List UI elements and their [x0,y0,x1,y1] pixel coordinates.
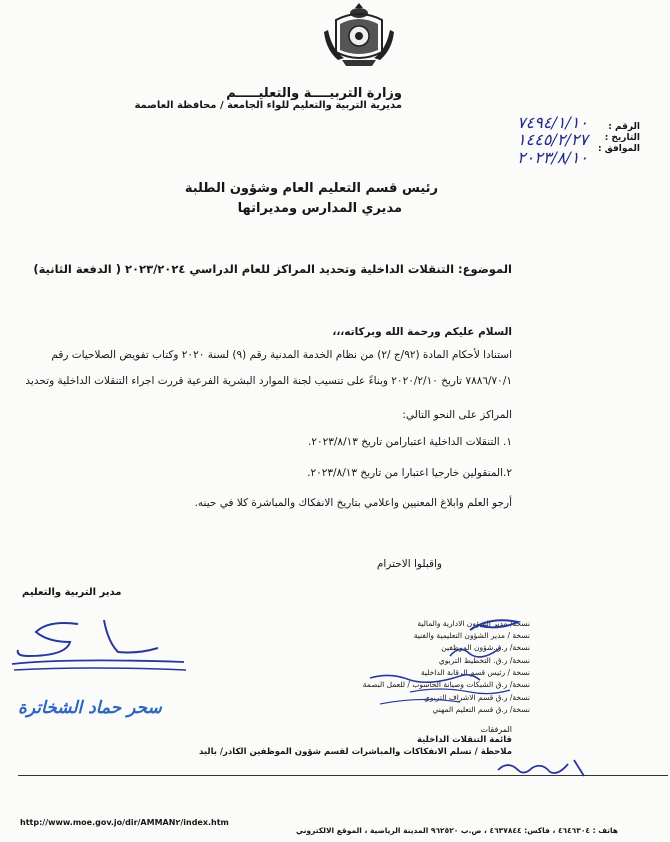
body-line-1: استنادا لأحكام المادة (٩٢/ج /٢) من نظام الخدمة المدنية رقم (٩) لسنة ٢٠٢٠ وكتاب تفويض الصلاحيات رقم [51,349,512,361]
copy-recipient: نسخة/ ر.ق قسم الاشراف التربوي [423,693,530,702]
copy-recipient: نسخة/ ر.ق الشبكات وصيانة الحاسوب / للعمل البصمة [362,680,530,689]
attachments-label: المرفقات [480,725,512,734]
handwritten-gregorian-date: ٢٠٢٣/٨/١٠ [517,148,588,167]
copy-recipient: نسخة/ مدير الشؤون الادارية والمالية [417,619,530,628]
greeting: السلام عليكم ورحمة الله وبركاته،،، [332,326,512,338]
handwritten-signature [8,612,188,682]
signatory-name: سحر حماد الشخاترة [18,698,162,718]
body-line-2: ٧٨٨٦/٧٠/١ تاريخ ٢٠٢٠/٢/١٠ وبناءً على تنسيب لجنة الموارد البشرية الفرعية قررت اجراء التنقلات الداخلية وتحديد [25,375,512,387]
footer-divider [18,775,668,776]
handwritten-ref-number: ٧٤٩٤/١/١٠ [517,113,588,132]
addressee-line-2: مديري المدارس ومديراتها [237,201,402,216]
copy-recipient: نسخة/ ر.ق. التخطيط التربوي [438,656,530,665]
copy-recipient: نسخة/ ر.ق.شؤون الموظفين [441,643,530,652]
copy-recipient: نسخة / مدير الشؤون التعليمية والفنية [413,631,530,640]
list-item-1: ١. التنقلات الداخلية اعتبارامن تاريخ ٢٠٢٣/٨/١٣. [307,436,512,448]
handwritten-initials [488,756,598,780]
corresponding-date-label: الموافق : [598,144,640,154]
addressee-line-1: رئيس قسم التعليم العام وشؤون الطلبة [184,181,438,196]
jordan-coat-of-arms-icon [318,0,400,68]
copy-recipient: نسخة / رئيس قسم الرقابة الداخلية [420,668,530,677]
handwritten-hijri-date: ١٤٤٥/٢/٢٧ [517,130,588,149]
closing-line: واقبلوا الاحترام [376,558,442,570]
ref-number-label: الرقم : [608,122,640,132]
body-line-3: المراكز على النحو التالي: [402,409,512,421]
attachment-item: قائمة التنقلات الداخلية [416,735,512,745]
directorate-name: مديرية التربية والتعليم للواء الجامعة / محافظة العاصمة [134,100,402,111]
signatory-title: مدير التربية والتعليم [22,587,122,598]
footer-contact: هاتف : ٤٦٤٦٣٠٤ ، فاكس: ٤٦٣٧٨٤٤ ، ص.ب ٩٦٢٥٢٠ المدينة الرياضية ، الموقع الالكتروني [295,826,618,835]
subject-line: الموضوع: التنقلات الداخلية وتحديد المراكز للعام الدراسي ٢٠٢٣/٢٠٢٤ ( الدفعة الثانية) [33,262,512,276]
body-line-4: أرجو العلم وابلاغ المعنيين واعلامي بتاريخ الانفكاك والمباشرة كلا في حينه. [194,497,512,509]
date-label: التاريخ : [604,133,640,143]
ministry-name: وزارة التربيــــة والتعليـــــم [226,86,402,101]
list-item-2: ٢.المنقولين خارجيا اعتبارا من تاريخ ٢٠٢٣/٨/١٣. [307,467,512,479]
handwritten-initials [350,596,550,726]
copy-recipient: نسخة/ ر.ق قسم التعليم المهني [432,705,530,714]
note-line: ملاحظة / تسلم الانفكاكات والمباشرات لقسم شؤون الموظفين الكادر/ باليد [199,747,512,757]
footer-website[interactable]: http://www.moe.gov.jo/dir/AMMAN٢/index.htm [20,818,229,827]
